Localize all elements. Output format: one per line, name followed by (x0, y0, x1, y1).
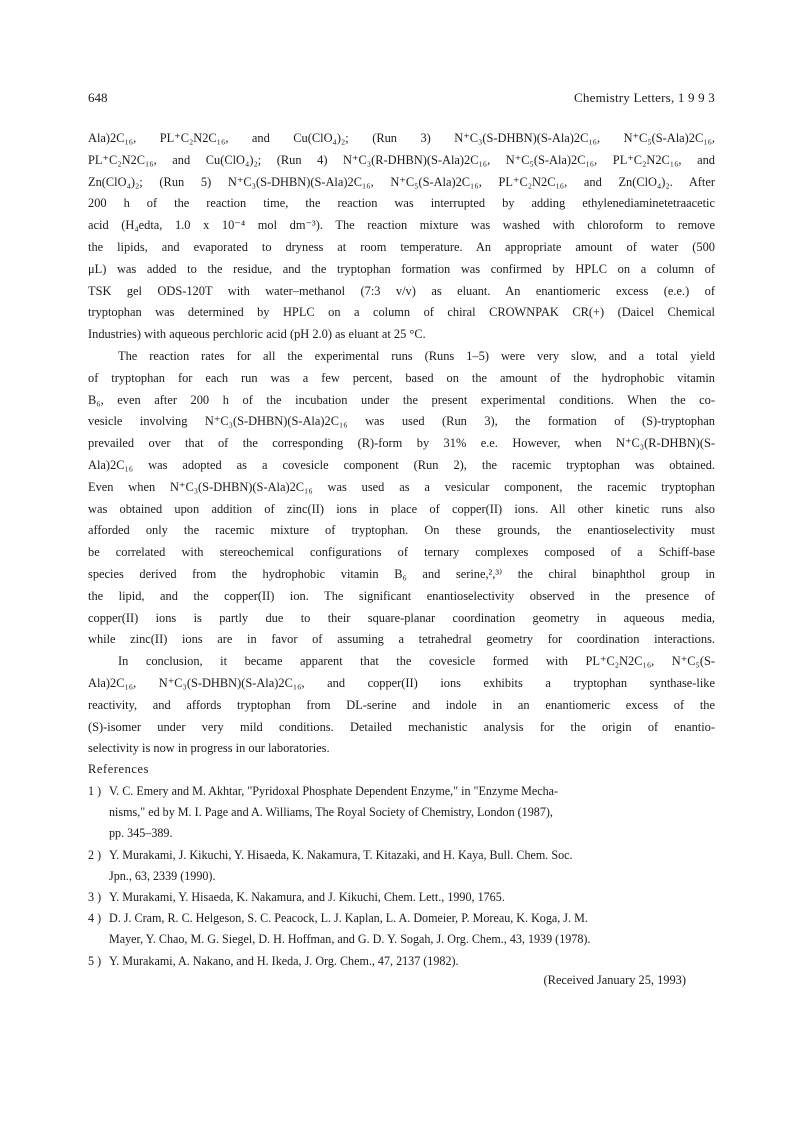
text-line: reactivity, and affords tryptophan from DL-serine and indole in an enantiomeric excess of the (88, 697, 715, 712)
references-list (88, 781, 688, 972)
text-line: afforded only the racemic mixture of tryptophan. On these grounds, the enantioselectivity must (88, 523, 715, 538)
reference-number: 2 ) (88, 847, 102, 862)
text-line: was obtained upon addition of zinc(II) ions in place of copper(II) ions. All other kinetic runs also (88, 501, 715, 516)
text-line: copper(II) ions is partly due to their square-planar coordination geometry in aqueous media, (88, 610, 715, 625)
text-line: the lipids, and evaporated to dryness at room temperature. An appropriate amount of water (500 (88, 239, 715, 254)
reference-line: pp. 345–389. (109, 826, 173, 841)
reference-line: Y. Murakami, Y. Hisaeda, K. Nakamura, and J. Kikuchi, Chem. Lett., 1990, 1765. (109, 889, 505, 904)
text-line: Zn(ClO₄)₂; (Run 5) N⁺C₃(S-DHBN)(S-Ala)2C₁₆, N⁺C₅(S-Ala)2C₁₆, PL⁺C₂N2C₁₆, and Zn(ClO₄)₂. After (88, 174, 715, 189)
text-line: B₆, even after 200 h of the incubation under the present experimental conditions. When the co- (88, 392, 715, 407)
text-line: The reaction rates for all the experimental runs (Runs 1–5) were very slow, and a total yield (118, 348, 715, 363)
reference-item (88, 887, 688, 908)
paragraph-conclusion (88, 651, 715, 760)
text-line: 200 h of the reaction time, the reaction was interrupted by adding ethylenediaminetetraacetic (88, 196, 715, 211)
reference-line: D. J. Cram, R. C. Helgeson, S. C. Peacock, L. J. Kaplan, L. A. Domeier, P. Moreau, K. Koga, J. M. (109, 911, 588, 926)
paragraph-continued (88, 128, 715, 346)
text-line: while zinc(II) ions are in favor of assuming a tetrahedral geometry for coordination interactions. (88, 632, 715, 647)
reference-line: nisms," ed by M. I. Page and A. Williams, The Royal Society of Chemistry, London (1987), (109, 805, 553, 820)
body-text (88, 128, 715, 760)
journal-citation: Chemistry Letters, 1 9 9 3 (574, 90, 715, 105)
reference-line: Y. Murakami, J. Kikuchi, Y. Hisaeda, K. Nakamura, T. Kitazaki, and H. Kaya, Bull. Chem. Soc. (109, 847, 573, 862)
paragraph-results (88, 346, 715, 651)
reference-item (88, 951, 688, 972)
text-line: prevailed over that of the corresponding (R)-form by 31% e.e. However, when N⁺C₃(R-DHBN)(S- (88, 436, 715, 451)
text-line: Ala)2C₁₆, PL⁺C₂N2C₁₆, and Cu(ClO₄)₂; (Run 3) N⁺C₃(S-DHBN)(S-Ala)2C₁₆, N⁺C₅(S-Ala)2C₁₆, (88, 131, 715, 145)
text-line: Ala)2C₁₆, N⁺C₃(S-DHBN)(S-Ala)2C₁₆, and copper(II) ions exhibits a tryptophan synthase-like (88, 675, 715, 690)
text-line: acid (H₄edta, 1.0 x 10⁻⁴ mol dm⁻³). The reaction mixture was washed with chloroform to remove (88, 218, 715, 233)
text-line: In conclusion, it became apparent that the covesicle formed with PL⁺C₂N2C₁₆, N⁺C₅(S- (118, 654, 715, 669)
reference-number: 1 ) (88, 784, 102, 798)
text-line: PL⁺C₂N2C₁₆, and Cu(ClO₄)₂; (Run 4) N⁺C₃(R-DHBN)(S-Ala)2C₁₆, N⁺C₅(S-Ala)2C₁₆, PL⁺C₂N2C₁₆, and (88, 152, 715, 167)
reference-line: Y. Murakami, A. Nakano, and H. Ikeda, J. Org. Chem., 47, 2137 (1982). (109, 953, 459, 968)
reference-item (88, 781, 688, 845)
text-line: of tryptophan for each run was a few percent, based on the amount of the hydrophobic vitamin (88, 370, 715, 385)
reference-number: 3 ) (88, 889, 102, 904)
reference-line: Mayer, Y. Chao, M. G. Siegel, D. H. Hoffman, and G. D. Y. Sogah, J. Org. Chem., 43, 1939 (1978). (109, 932, 591, 947)
text-line: be correlated with stereochemical configurations of ternary complexes composed of a Schiff-base (88, 545, 715, 560)
reference-number: 5 ) (88, 953, 102, 968)
text-line: Industries) with aqueous perchloric acid (pH 2.0) as eluant at 25 °C. (88, 327, 426, 342)
running-header (88, 90, 715, 110)
reference-item (88, 908, 688, 950)
text-line: the lipid, and the copper(II) ion. The significant enantioselectivity observed in the presence of (88, 588, 715, 603)
text-line: Even when N⁺C₃(S-DHBN)(S-Ala)2C₁₆ was used as a vesicular component, the racemic tryptophan (88, 479, 715, 494)
reference-item (88, 845, 688, 887)
text-line: selectivity is now in progress in our laboratories. (88, 741, 330, 756)
reference-line: V. C. Emery and M. Akhtar, "Pyridoxal Phosphate Dependent Enzyme," in "Enzyme Mecha- (109, 784, 559, 798)
reference-line: Jpn., 63, 2339 (1990). (109, 868, 216, 883)
text-line: (S)-isomer under very mild conditions. Detailed mechanistic analysis for the origin of enantio- (88, 719, 715, 734)
page-number: 648 (88, 90, 108, 105)
text-line: tryptophan was determined by HPLC on a column of chiral CROWNPAK CR(+) (Daicel Chemical (88, 305, 715, 320)
text-line: TSK gel ODS-120T with water–methanol (7:3 v/v) as eluant. An enantiomeric excess (e.e.) of (88, 283, 715, 298)
reference-number: 4 ) (88, 911, 102, 926)
text-line: species derived from the hydrophobic vitamin B₆ and serine,²,³⁾ the chiral binaphthol group in (88, 566, 715, 581)
text-line: Ala)2C₁₆ was adopted as a covesicle component (Run 2), the racemic tryptophan was obtained. (88, 457, 715, 472)
text-line: μL) was added to the residue, and the tryptophan formation was confirmed by HPLC on a column of (88, 261, 715, 276)
text-line: vesicle involving N⁺C₃(S-DHBN)(S-Ala)2C₁₆ was used (Run 3), the formation of (S)-tryptophan (88, 414, 715, 429)
received-date: (Received January 25, 1993) (543, 973, 686, 987)
references-heading: References (88, 762, 150, 776)
